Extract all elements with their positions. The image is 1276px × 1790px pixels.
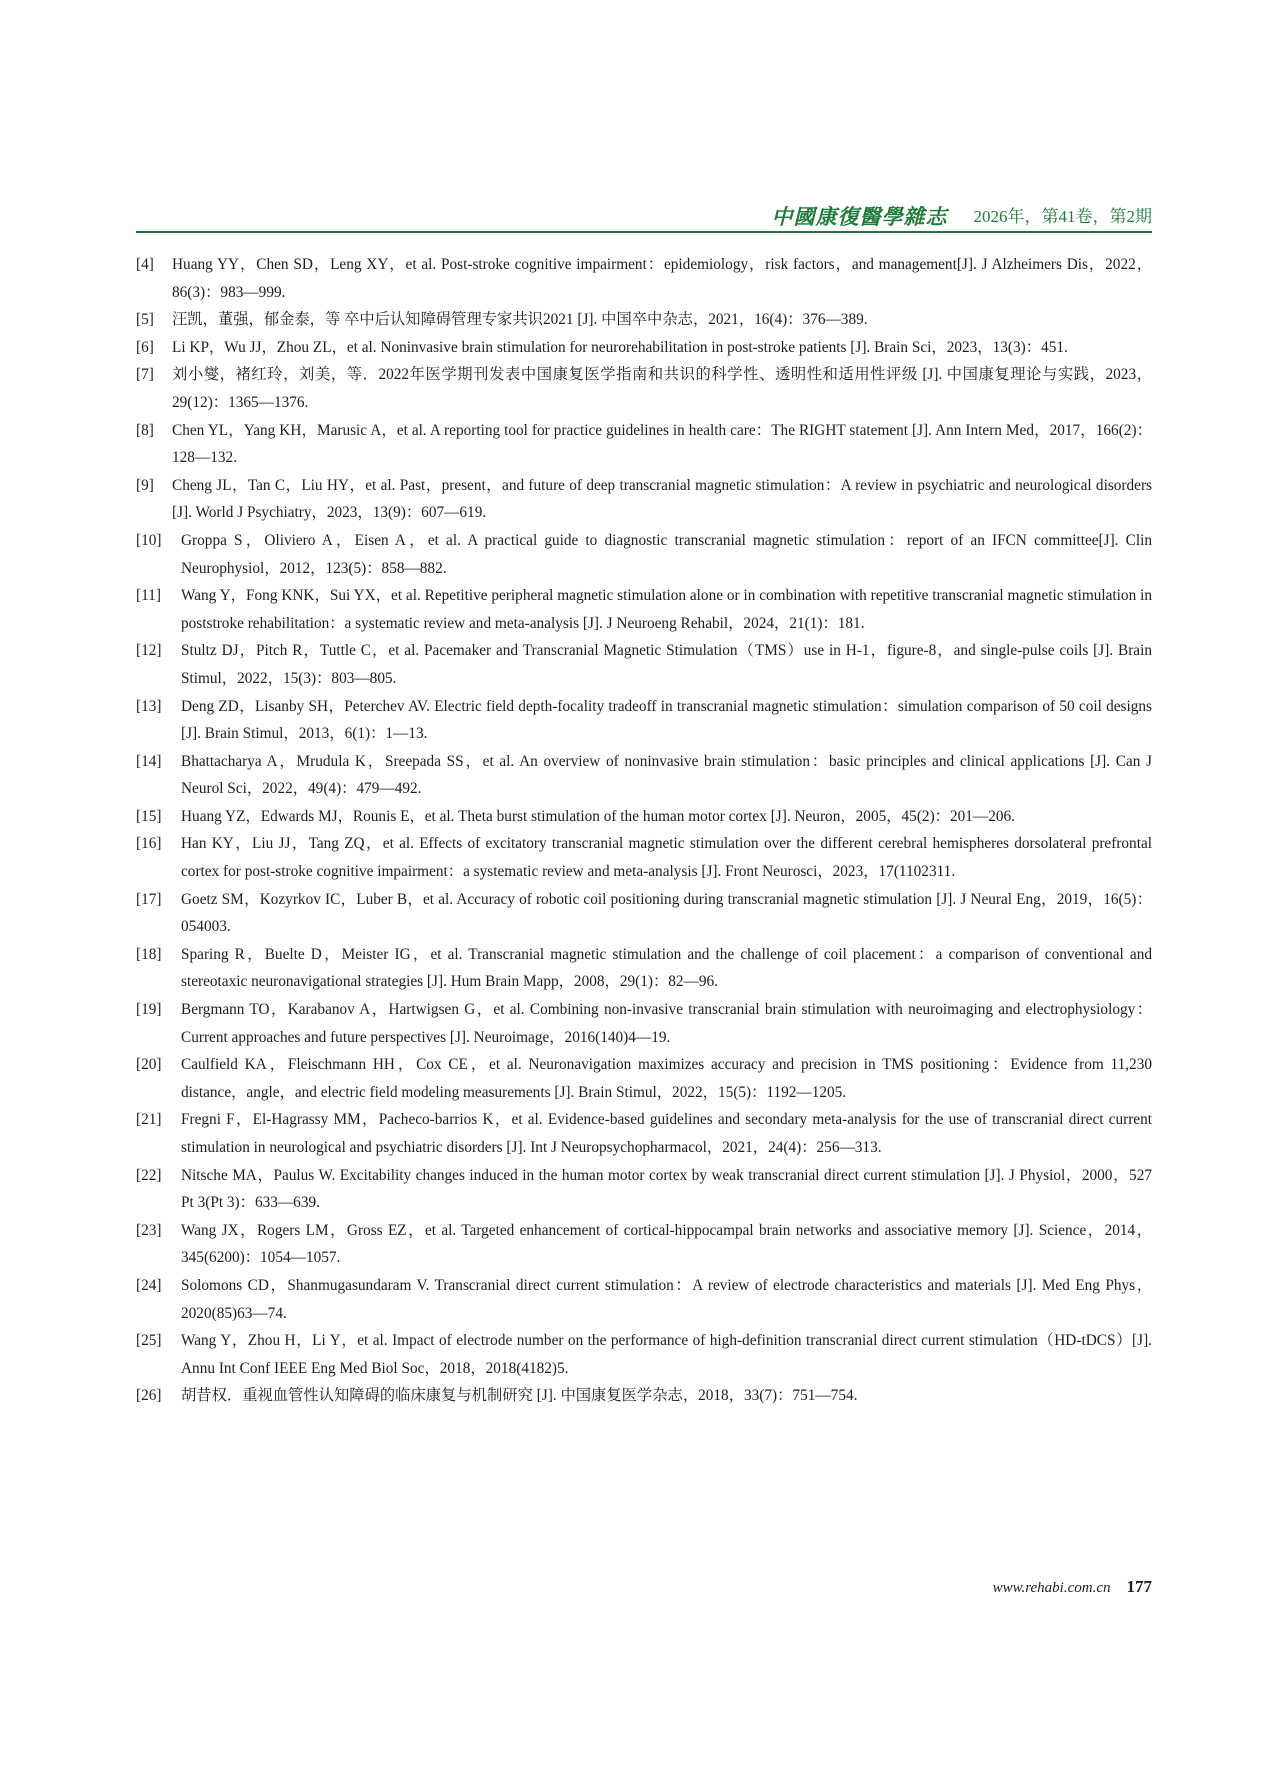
reference-number: [23] <box>136 1221 162 1239</box>
reference-item <box>136 1382 1152 1410</box>
reference-text: Bhattacharya A，Mrudula K，Sreepada SS，et al. An overview of noninvasive brain stimulation：basic principles and clinical applications [J]. Can J Neurol Sci，2022，49(4)：479—492. <box>181 752 1152 798</box>
reference-text: Huang YY，Chen SD，Leng XY，et al. Post-stroke cognitive impairment：epidemiology，risk factors，and management[J]. J Alzheimers Dis，2022，86(3)：983—999. <box>172 256 1152 301</box>
reference-number: [5] <box>136 311 154 329</box>
reference-item <box>136 941 1152 996</box>
reference-number: [4] <box>136 256 154 273</box>
reference-text: 胡昔权．重视血管性认知障碍的临床康复与机制研究 [J]. 中国康复医学杂志，2018，33(7)：751—754. <box>181 1387 858 1405</box>
reference-number: [15] <box>136 807 162 825</box>
reference-number: [17] <box>136 890 162 908</box>
reference-number: [21] <box>136 1111 162 1129</box>
reference-text: Goetz SM，Kozyrkov IC，Luber B，et al. Accuracy of robotic coil positioning during transcranial magnetic stimulation [J]. J Neural Eng，2019，16(5)：054003. <box>181 890 1152 936</box>
issue-info: 2026年，第41卷，第2期 <box>973 207 1152 226</box>
reference-item <box>136 693 1152 748</box>
reference-list <box>136 251 1152 1410</box>
reference-item <box>136 582 1152 637</box>
reference-text: Sparing R，Buelte D，Meister IG，et al. Transcranial magnetic stimulation and the challenge of coil placement：a comparison of conventional and stereotaxic neuronavigational strategies [J]. Hum Brain Mapp，2008，29(1)：82—96. <box>181 945 1152 991</box>
reference-item <box>136 748 1152 803</box>
reference-text: Li KP，Wu JJ，Zhou ZL，et al. Noninvasive brain stimulation for neurorehabilitation in post-stroke patients [J]. Brain Sci，2023，13(3)：451. <box>172 338 1068 356</box>
reference-number: [24] <box>136 1276 162 1294</box>
reference-number: [14] <box>136 752 162 770</box>
reference-item <box>136 1327 1152 1382</box>
reference-text: Solomons CD，Shanmugasundaram V. Transcranial direct current stimulation：A review of electrode characteristics and materials [J]. Med Eng Phys，2020(85)63—74. <box>181 1276 1152 1322</box>
reference-text: Stultz DJ，Pitch R，Tuttle C，et al. Pacemaker and Transcranial Magnetic Stimulation（TMS）use in H-1，figure-8，and single-pulse coils [J]. Brain Stimul，2022，15(3)：803—805. <box>181 642 1152 687</box>
reference-item <box>136 886 1152 941</box>
reference-item <box>136 472 1152 527</box>
reference-text: Han KY，Liu JJ，Tang ZQ，et al. Effects of excitatory transcranial magnetic stimulation over the different cerebral hemispheres dorsolateral prefrontal cortex for post-stroke cognitive impairment：a systematic review and meta-analysis [J]. Front Neurosci，2023，17(1102311. <box>181 835 1152 881</box>
reference-text: Huang YZ，Edwards MJ，Rounis E，et al. Theta burst stimulation of the human motor cortex [J]. Neuron，2005，45(2)：201—206. <box>181 807 1015 825</box>
reference-item <box>136 996 1152 1051</box>
reference-number: [22] <box>136 1166 162 1184</box>
reference-number: [7] <box>136 366 154 384</box>
reference-number: [19] <box>136 1001 162 1019</box>
reference-item <box>136 1217 1152 1272</box>
reference-item <box>136 1051 1152 1106</box>
reference-text: Nitsche MA，Paulus W. Excitability changes induced in the human motor cortex by weak transcranial direct current stimulation [J]. J Physiol，2000，527 Pt 3(Pt 3)：633—639. <box>181 1166 1152 1212</box>
reference-number: [20] <box>136 1056 162 1074</box>
reference-number: [10] <box>136 531 162 549</box>
reference-text: Fregni F，El-Hagrassy MM，Pacheco-barrios K，et al. Evidence-based guidelines and secondary meta-analysis for the use of transcranial direct current stimulation in neurological and psychiatric disorders [J]. Int J Neuropsychopharmacol，2021，24(4)：256—313. <box>181 1111 1152 1156</box>
reference-number: [11] <box>136 587 161 605</box>
reference-number: [16] <box>136 835 162 853</box>
running-header <box>136 201 1152 231</box>
reference-number: [8] <box>136 421 154 439</box>
reference-number: [18] <box>136 945 162 963</box>
reference-item <box>136 1106 1152 1161</box>
reference-number: [9] <box>136 476 154 494</box>
reference-item <box>136 306 1152 334</box>
reference-item <box>136 830 1152 885</box>
reference-text: Bergmann TO，Karabanov A，Hartwigsen G，et al. Combining non-invasive transcranial brain stimulation with neuroimaging and electrophysiology：Current approaches and future perspectives [J]. Neuroimage，2016(140)4—19. <box>181 1001 1152 1046</box>
journal-website: www.rehabi.com.cn <box>992 1580 1111 1596</box>
reference-text: Cheng JL，Tan C，Liu HY，et al. Past，present，and future of deep transcranial magnetic stimulation：A review in psychiatric and neurological disorders [J]. World J Psychiatry，2023，13(9)：607—619. <box>172 476 1152 522</box>
reference-item <box>136 1162 1152 1217</box>
reference-number: [6] <box>136 338 154 356</box>
reference-text: Deng ZD，Lisanby SH，Peterchev AV. Electric field depth-focality tradeoff in transcranial magnetic stimulation：simulation comparison of 50 coil designs [J]. Brain Stimul，2013，6(1)：1—13. <box>181 697 1152 743</box>
reference-item <box>136 334 1152 362</box>
reference-text: Wang Y，Fong KNK，Sui YX，et al. Repetitive peripheral magnetic stimulation alone or in combination with repetitive transcranial magnetic stimulation in poststroke rehabilitation：a systematic review and meta-analysis [J]. J Neuroeng Rehabil，2024，21(1)：181. <box>181 587 1152 632</box>
header-divider <box>136 231 1152 233</box>
reference-item <box>136 417 1152 472</box>
reference-number: [13] <box>136 697 162 715</box>
reference-text: Groppa S，Oliviero A，Eisen A，et al. A practical guide to diagnostic transcranial magnetic stimulation：report of an IFCN committee[J]. Clin Neurophysiol，2012，123(5)：858—882. <box>181 531 1152 577</box>
reference-text: Wang Y，Zhou H，Li Y，et al. Impact of electrode number on the performance of high-definition transcranial direct current stimulation（HD-tDCS）[J]. Annu Int Conf IEEE Eng Med Biol Soc，2018，2018(4182)5. <box>181 1332 1152 1377</box>
page-number: 177 <box>1126 1577 1152 1596</box>
reference-text: 刘小燮，褚红玲，刘美，等．2022年医学期刊发表中国康复医学指南和共识的科学性、透明性和适用性评级 [J]. 中国康复理论与实践，2023，29(12)：1365—1376. <box>172 366 1152 411</box>
reference-item <box>136 1272 1152 1327</box>
journal-name: 中國康復醫學雜志 <box>771 204 948 229</box>
reference-item <box>136 527 1152 582</box>
reference-text: Wang JX，Rogers LM，Gross EZ，et al. Targeted enhancement of cortical-hippocampal brain networks and associative memory [J]. Science，2014，345(6200)：1054—1057. <box>181 1221 1152 1267</box>
reference-number: [25] <box>136 1332 162 1350</box>
reference-item <box>136 251 1152 306</box>
reference-item <box>136 803 1152 831</box>
reference-number: [12] <box>136 642 162 660</box>
reference-number: [26] <box>136 1387 162 1405</box>
reference-item <box>136 361 1152 416</box>
reference-text: 汪凯，董强，郁金泰，等 卒中后认知障碍管理专家共识2021 [J]. 中国卒中杂志，2021，16(4)：376—389. <box>172 311 868 329</box>
reference-item <box>136 637 1152 692</box>
reference-text: Chen YL，Yang KH，Marusic A，et al. A reporting tool for practice guidelines in health care：The RIGHT statement [J]. Ann Intern Med，2017，166(2)：128—132. <box>172 421 1152 467</box>
reference-text: Caulfield KA，Fleischmann HH，Cox CE，et al. Neuronavigation maximizes accuracy and precision in TMS positioning：Evidence from 11,230 distance，angle，and electric field modeling measurements [J]. Brain Stimul，2022，15(5)：1192—1205. <box>181 1056 1152 1101</box>
page-footer <box>136 1577 1152 1597</box>
